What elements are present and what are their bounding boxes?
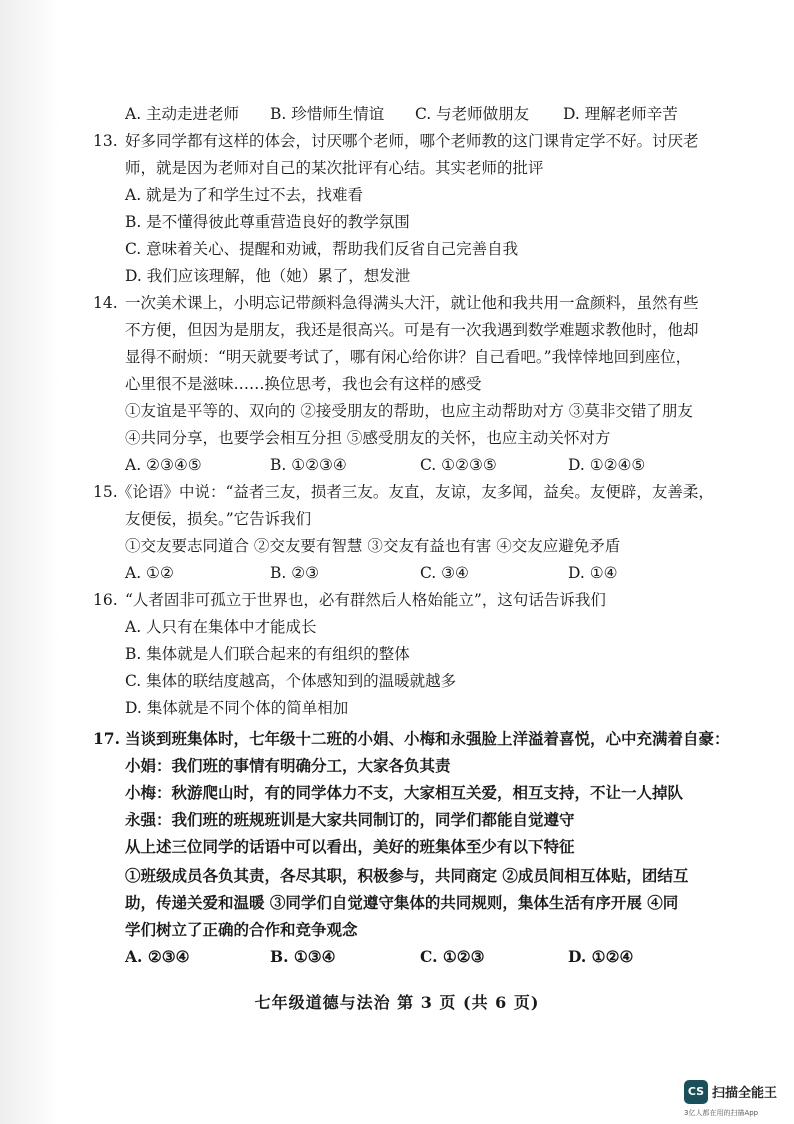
q17-option-a: A. ②③④: [125, 947, 190, 966]
q13-option-d: D. 我们应该理解，他（她）累了，想发泄: [125, 267, 411, 285]
q17-stem-line: 小梅：秋游爬山时，有的同学体力不支，大家相互关爱，相互支持，不让一人掉队: [125, 783, 684, 802]
q15-option-a: A. ①②: [125, 564, 174, 582]
q16-option-d: D. 集体就是不同个体的简单相加: [125, 699, 349, 717]
q15-options: [125, 562, 725, 584]
q13-number: 13.: [93, 132, 118, 150]
q15-option-b: B. ②③: [270, 564, 320, 582]
q17-statement-line: ①班级成员各负其责，各尽其职，积极参与，共同商定 ②成员间相互体贴，团结互: [125, 866, 689, 885]
scanner-watermark: [684, 1080, 788, 1120]
q13-option-c: C. 意味着关心、提醒和劝诫，帮助我们反省自己完善自我: [125, 240, 519, 258]
q17-option-c: C. ①②③: [420, 947, 485, 966]
q17-stem-line: 小娟：我们班的事情有明确分工，大家各负其责: [125, 756, 451, 775]
q12-option-c: C. 与老师做朋友: [415, 105, 530, 123]
q15-stem-line: 友便佞，损矣。”它告诉我们: [125, 510, 312, 528]
q16-option-c: C. 集体的联结度越高，个体感知到的温暖就越多: [125, 672, 457, 690]
q13-stem-line: 好多同学都有这样的体会，讨厌哪个老师，哪个老师教的这门课肯定学不好。讨厌老: [125, 132, 699, 150]
q14-statement-line: ①友谊是平等的、双向的 ②接受朋友的帮助，也应主动帮助对方 ③莫非交错了朋友: [125, 402, 693, 420]
page-footer: 七年级道德与法治 第 3 页 (共 6 页): [254, 993, 540, 1012]
q17-statement-line: 助，传递关爱和温暖 ③同学们自觉遵守集体的共同规则，集体生活有序开展 ④同: [125, 893, 679, 912]
q15-option-d: D. ①④: [568, 564, 618, 582]
q12-option-a: A. 主动走进老师: [125, 105, 240, 123]
q17-stem-line: 从上述三位同学的话语中可以看出，美好的班集体至少有以下特征: [125, 837, 575, 856]
q14-number: 14.: [93, 294, 118, 312]
q16-number: 16.: [93, 591, 118, 609]
q15-statement-line: ①交友要志同道合 ②交友要有智慧 ③交友有益也有害 ④交友应避免矛盾: [125, 537, 621, 555]
scanner-tagline: 3亿人都在用的扫描App: [684, 1109, 759, 1117]
q14-option-b: B. ①②③④: [270, 456, 347, 474]
q13-option-a: A. 就是为了和学生过不去，找难看: [125, 186, 364, 204]
q14-stem-line: 不方便，但因为是朋友，我还是很高兴。可是有一次我遇到数学难题求教他时，他却: [125, 321, 699, 339]
q17-stem-line: 永强：我们班的班规班训是大家共同制订的，同学们都能自觉遵守: [125, 810, 575, 829]
q12-options: [125, 103, 725, 125]
q14-statement-line: ④共同分享，也要学会相互分担 ⑤感受朋友的关怀，也应主动关怀对方: [125, 429, 611, 447]
q13-stem-line: 师，就是因为老师对自己的某次批评有心结。其实老师的批评: [125, 159, 544, 177]
q14-option-c: C. ①②③⑤: [420, 456, 497, 474]
q17-option-b: B. ①③④: [270, 947, 336, 966]
q15-stem-line: 《论语》中说：“益者三友，损者三友。友直，友谅，友多闻，益矣。友便辟，友善柔，: [117, 483, 714, 501]
q13-option-b: B. 是不懂得彼此尊重营造良好的教学氛围: [125, 213, 410, 231]
q17-statement-line: 学们树立了正确的合作和竞争观念: [125, 920, 358, 939]
scanner-brand: 扫描全能王: [712, 1086, 778, 1101]
camscanner-logo-icon: CS: [684, 1080, 708, 1104]
q15-option-c: C. ③④: [420, 564, 469, 582]
q17-number: 17.: [93, 729, 120, 748]
q14-stem-line: 一次美术课上，小明忘记带颜料急得满头大汗，就让他和我共用一盒颜料，虽然有些: [125, 294, 699, 312]
q12-option-d: D. 理解老师辛苦: [563, 105, 678, 123]
q16-option-a: A. 人只有在集体中才能成长: [125, 618, 317, 636]
q14-stem-line: 心里很不是滋味……换位思考，我也会有这样的感受: [125, 375, 482, 393]
q16-option-b: B. 集体就是人们联合起来的有组织的整体: [125, 645, 410, 663]
q15-number: 15.: [93, 483, 118, 501]
q17-option-d: D. ①②④: [568, 947, 634, 966]
q17-options: [125, 946, 725, 968]
q16-stem-line: “人者固非可孤立于世界也，必有群然后人格始能立”，这句话告诉我们: [125, 591, 606, 609]
q14-option-d: D. ①②④⑤: [568, 456, 646, 474]
q12-option-b: B. 珍惜师生情谊: [270, 105, 385, 123]
q17-stem-line: 当谈到班集体时，七年级十二班的小娟、小梅和永强脸上洋溢着喜悦，心中充满着自豪：: [125, 729, 730, 748]
scan-shadow: [0, 0, 60, 1124]
q14-stem-line: 显得不耐烦：“明天就要考试了，哪有闲心给你讲？自己看吧。”我悻悻地回到座位，: [125, 348, 692, 366]
q14-option-a: A. ②③④⑤: [125, 456, 202, 474]
q14-options: [125, 454, 725, 476]
